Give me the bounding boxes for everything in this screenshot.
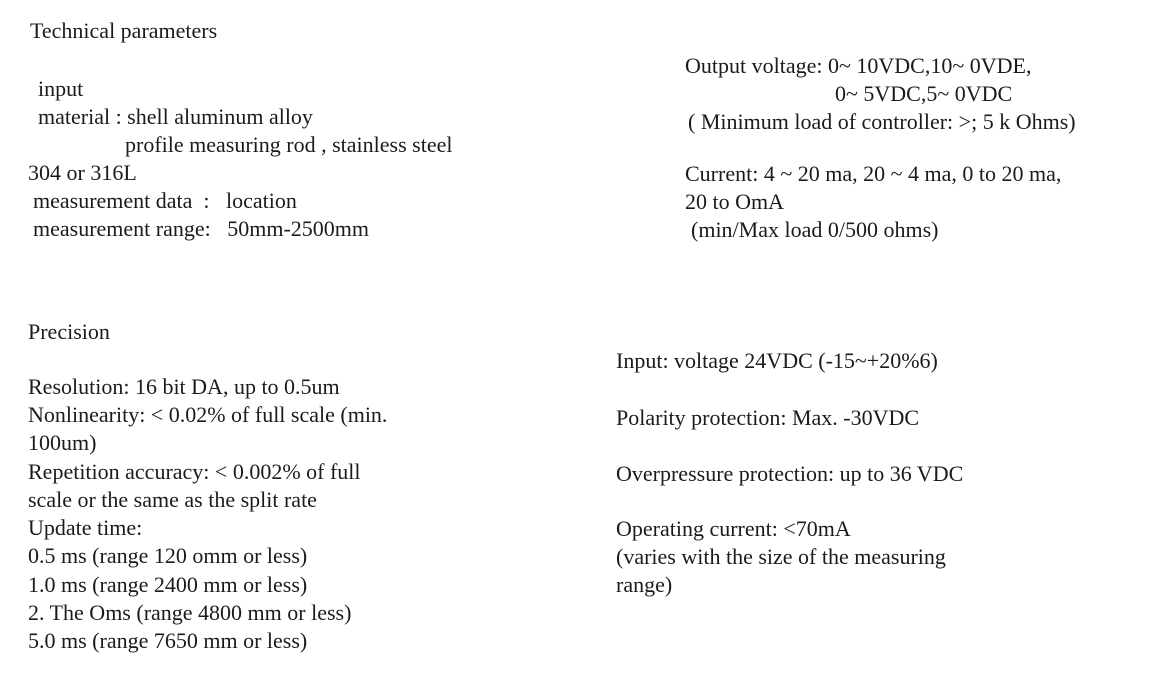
spec-line-output-voltage: Output voltage: 0~ 10VDC,10~ 0VDE, <box>685 53 1032 78</box>
spec-line-update-1: 0.5 ms (range 120 omm or less) <box>28 543 308 568</box>
spec-line-overpressure: Overpressure protection: up to 36 VDC <box>616 461 964 486</box>
spec-line-material-cont2: 304 or 316L <box>28 160 137 185</box>
spec-line-current-cont: 20 to OmA <box>685 189 784 214</box>
spec-line-update-3: 2. The Oms (range 4800 mm or less) <box>28 600 352 625</box>
spec-line-update-2: 1.0 ms (range 2400 mm or less) <box>28 572 308 597</box>
spec-line-update-time: Update time: <box>28 515 143 540</box>
spec-line-update-4: 5.0 ms (range 7650 mm or less) <box>28 628 308 653</box>
spec-line-repetition-cont: scale or the same as the split rate <box>28 487 317 512</box>
spec-line-operating-cont2: range) <box>616 572 673 597</box>
spec-line-min-max-load: (min/Max load 0/500 ohms) <box>691 217 939 242</box>
spec-line-operating-cont1: (varies with the size of the measuring <box>616 544 946 569</box>
spec-line-measurement-data: measurement data : location <box>33 188 297 213</box>
spec-line-output-voltage-cont: 0~ 5VDC,5~ 0VDC <box>835 81 1013 106</box>
spec-line-measurement-range: measurement range: 50mm-2500mm <box>33 216 370 241</box>
spec-line-operating-current: Operating current: <70mA <box>616 516 851 541</box>
spec-line-polarity-protection: Polarity protection: Max. -30VDC <box>616 405 920 430</box>
spec-line-input-voltage: Input: voltage 24VDC (-15~+20%6) <box>616 348 938 373</box>
spec-line-material-cont1: profile measuring rod , stainless steel <box>125 132 453 157</box>
spec-line-nonlinearity-cont: 100um) <box>28 430 97 455</box>
precision-heading: Precision <box>28 319 110 344</box>
spec-line-minimum-load: ( Minimum load of controller: >; 5 k Ohms) <box>688 109 1076 134</box>
spec-line-material: material : shell aluminum alloy <box>38 104 313 129</box>
spec-line-current: Current: 4 ~ 20 ma, 20 ~ 4 ma, 0 to 20 ma, <box>685 161 1062 186</box>
spec-line-nonlinearity: Nonlinearity: < 0.02% of full scale (min. <box>28 402 388 427</box>
spec-line-repetition: Repetition accuracy: < 0.002% of full <box>28 459 361 484</box>
spec-line-input: input <box>38 76 84 101</box>
technical-parameters-heading: Technical parameters <box>30 18 218 43</box>
spec-line-resolution: Resolution: 16 bit DA, up to 0.5um <box>28 374 340 399</box>
